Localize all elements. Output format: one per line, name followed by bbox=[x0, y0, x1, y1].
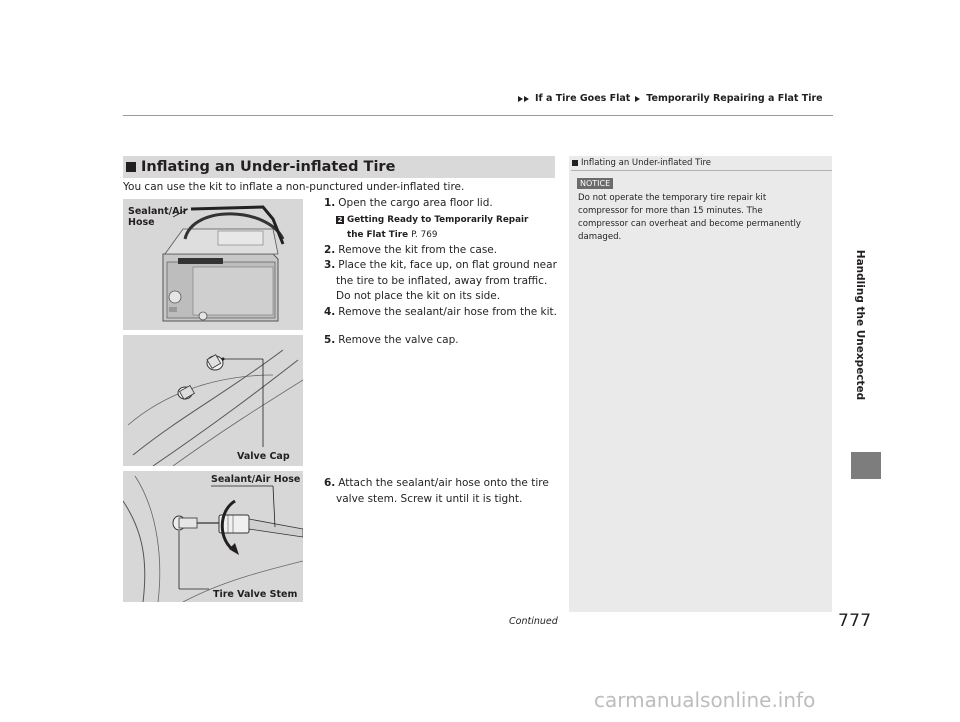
reference-text: Getting Ready to Temporarily Repair bbox=[347, 215, 529, 225]
notice-line: compressor can overheat and become permanently bbox=[578, 219, 802, 229]
side-note-title bbox=[572, 158, 711, 168]
note-bullet-icon bbox=[572, 160, 578, 166]
reference-arrow-icon: 2 bbox=[337, 215, 343, 224]
reference-page: P. 769 bbox=[411, 230, 438, 240]
step-text: Attach the sealant/air hose onto the tire bbox=[338, 477, 549, 489]
chapter-tab-label: Handling the Unexpected bbox=[854, 249, 866, 401]
figure-label-line: Hose bbox=[128, 217, 155, 228]
side-note-title-text: Inflating an Under-inflated Tire bbox=[581, 158, 711, 168]
step-5 bbox=[324, 333, 564, 349]
side-note-divider bbox=[571, 170, 832, 171]
notice-line: damaged. bbox=[578, 232, 622, 242]
breadcrumb-item[interactable]: Temporarily Repairing a Flat Tire bbox=[646, 93, 823, 104]
step-2 bbox=[324, 243, 564, 259]
breadcrumb-item[interactable]: If a Tire Goes Flat bbox=[535, 93, 631, 104]
chapter-tab bbox=[850, 180, 870, 470]
step-text: Place the kit, face up, on flat ground near bbox=[338, 259, 557, 271]
step-text: valve stem. Screw it until it is tight. bbox=[336, 492, 523, 505]
figure-label-valve-cap: Valve Cap bbox=[237, 451, 290, 462]
continued-label: Continued bbox=[509, 616, 558, 627]
arrow-icon bbox=[635, 96, 640, 102]
step-number: 5. bbox=[324, 334, 336, 346]
figure-label-sealant-hose bbox=[128, 206, 187, 228]
step-6 bbox=[324, 476, 564, 507]
step-number: 4. bbox=[324, 306, 336, 318]
step-number: 3. bbox=[324, 259, 336, 271]
step-text: Open the cargo area floor lid. bbox=[338, 197, 493, 209]
step-number: 1. bbox=[324, 197, 336, 209]
chapter-tab-marker bbox=[851, 452, 881, 479]
reference-text: the Flat Tire bbox=[347, 230, 409, 240]
step-text: Do not place the kit on its side. bbox=[336, 290, 501, 302]
step-text: Remove the kit from the case. bbox=[338, 244, 498, 256]
notice-badge: NOTICE bbox=[577, 178, 613, 189]
step-text: the tire to be inflated, away from traffic. bbox=[336, 274, 548, 287]
intro-text: You can use the kit to inflate a non-punctured under-inflated tire. bbox=[123, 181, 465, 193]
notice-line: Do not operate the temporary tire repair kit bbox=[578, 193, 767, 203]
arrow-icon bbox=[518, 96, 523, 102]
step-number: 6. bbox=[324, 477, 336, 489]
cross-reference[interactable] bbox=[336, 213, 528, 243]
header-divider bbox=[123, 115, 833, 116]
step-1 bbox=[324, 196, 564, 212]
figure-attach-hose bbox=[123, 471, 303, 602]
notice-text bbox=[578, 192, 826, 244]
page-number: 777 bbox=[838, 611, 872, 631]
step-3 bbox=[324, 258, 564, 305]
step-text: Remove the sealant/air hose from the kit. bbox=[338, 306, 557, 318]
section-heading bbox=[123, 156, 555, 178]
section-title: Inflating an Under-inflated Tire bbox=[141, 159, 396, 175]
figure-label-sealant-air-hose: Sealant/Air Hose bbox=[211, 474, 301, 485]
figure-valve-cap bbox=[123, 335, 303, 466]
step-4 bbox=[324, 305, 564, 321]
square-bullet-icon bbox=[126, 162, 136, 172]
watermark: carmanualsonline.info bbox=[594, 688, 816, 712]
breadcrumb bbox=[518, 93, 823, 104]
step-text: Remove the valve cap. bbox=[338, 334, 459, 346]
step-number: 2. bbox=[324, 244, 336, 256]
figure-label-line: Sealant/Air bbox=[128, 206, 188, 217]
figure-label-tire-valve-stem: Tire Valve Stem bbox=[213, 589, 298, 600]
notice-line: compressor for more than 15 minutes. The bbox=[578, 206, 763, 216]
arrow-icon bbox=[524, 96, 529, 102]
